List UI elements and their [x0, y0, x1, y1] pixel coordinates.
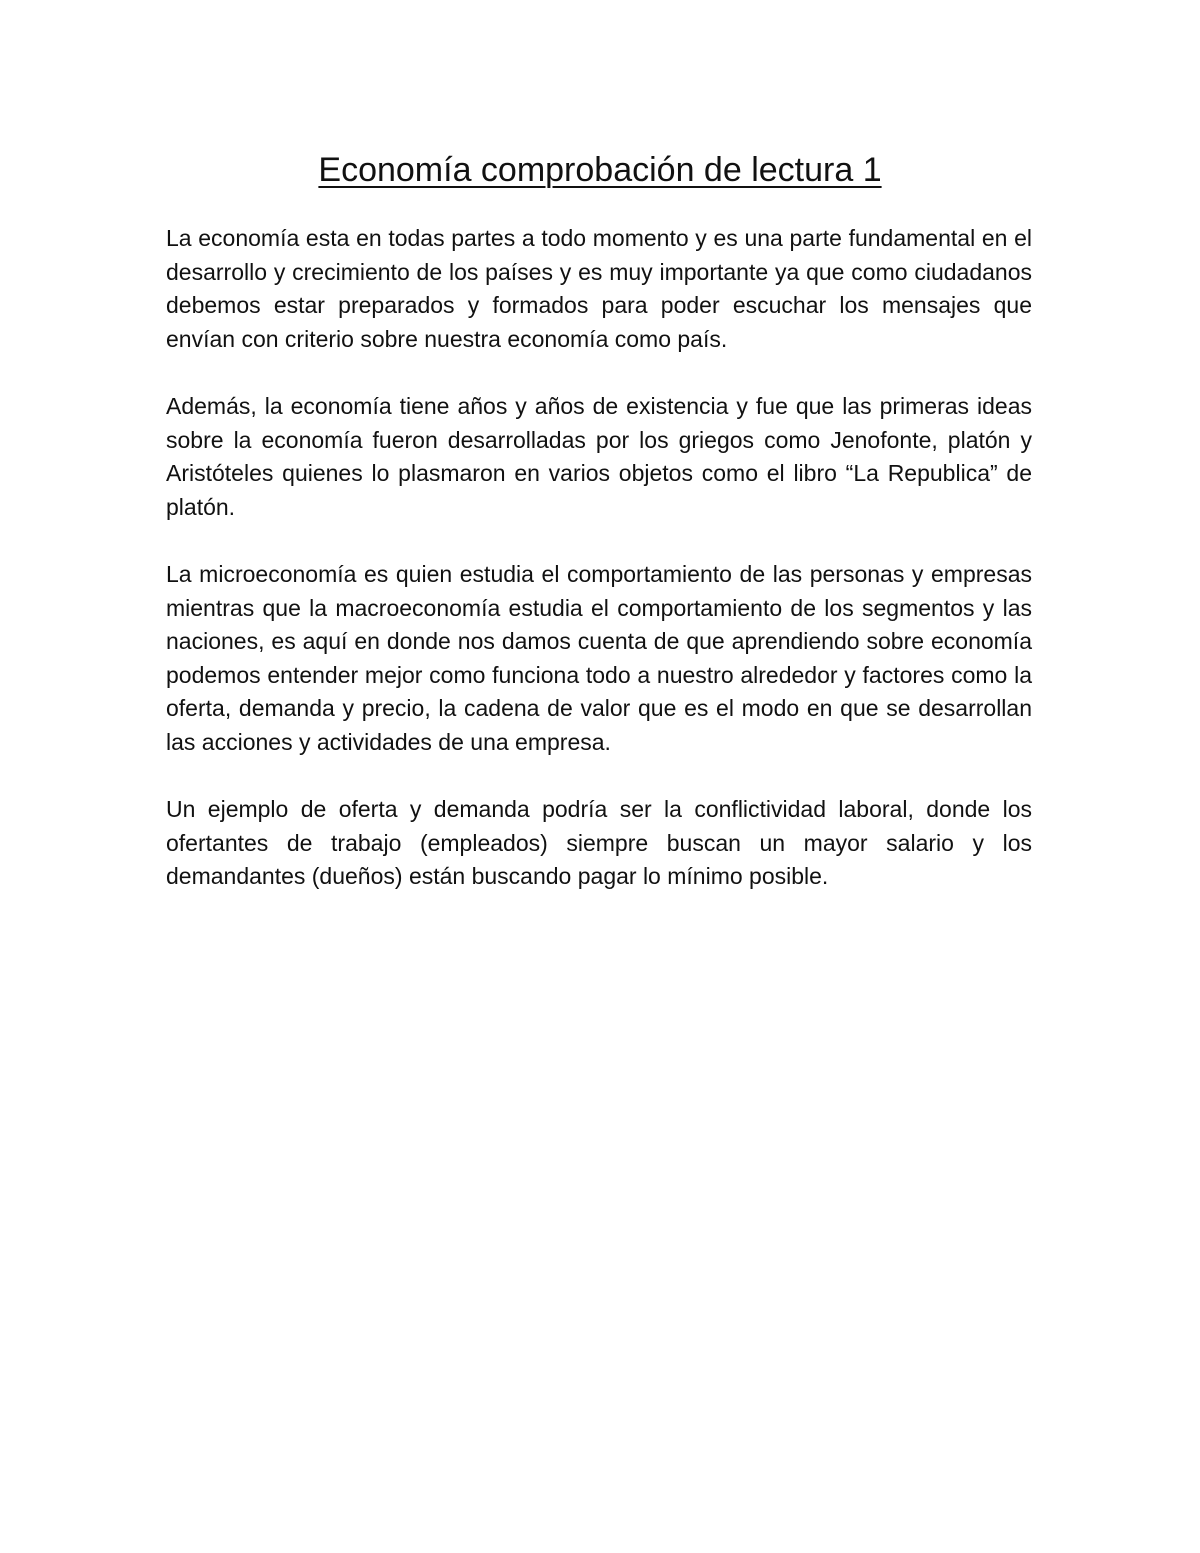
paragraph-3: La microeconomía es quien estudia el comportamiento de las personas y empresas mientras que la macroeconomía estudia el comportamiento de los segmentos y las naciones, es aquí en donde nos damos cuenta de que aprendiendo sobre economía podemos entender mejor como funciona todo a nuestro alrededor y factores como la oferta, demanda y precio, la cadena de valor que es el modo en que se desarrollan las acciones y actividades de una empresa. — [166, 560, 1032, 755]
paragraph-2: Además, la economía tiene años y años de existencia y fue que las primeras ideas sobre la economía fueron desarrolladas por los griegos como Jenofonte, platón y Aristóteles quienes lo plasmaron en varios objetos como el libro “La Republica” de platón. — [166, 392, 1032, 520]
document-body — [166, 222, 1032, 927]
paragraph-1: La economía esta en todas partes a todo momento y es una parte fundamental en el desarrollo y crecimiento de los países y es muy importante ya que como ciudadanos debemos estar preparados y formados para poder escuchar los mensajes que envían con criterio sobre nuestra economía como país. — [166, 225, 1032, 352]
document-title: Economía comprobación de lectura 1 — [318, 151, 882, 189]
paragraph-4: Un ejemplo de oferta y demanda podría ser la conflictividad laboral, donde los ofertantes de trabajo (empleados) siempre buscan un mayor salario y los demandantes (dueños) están buscando pagar lo mínimo posible. — [166, 796, 1032, 890]
